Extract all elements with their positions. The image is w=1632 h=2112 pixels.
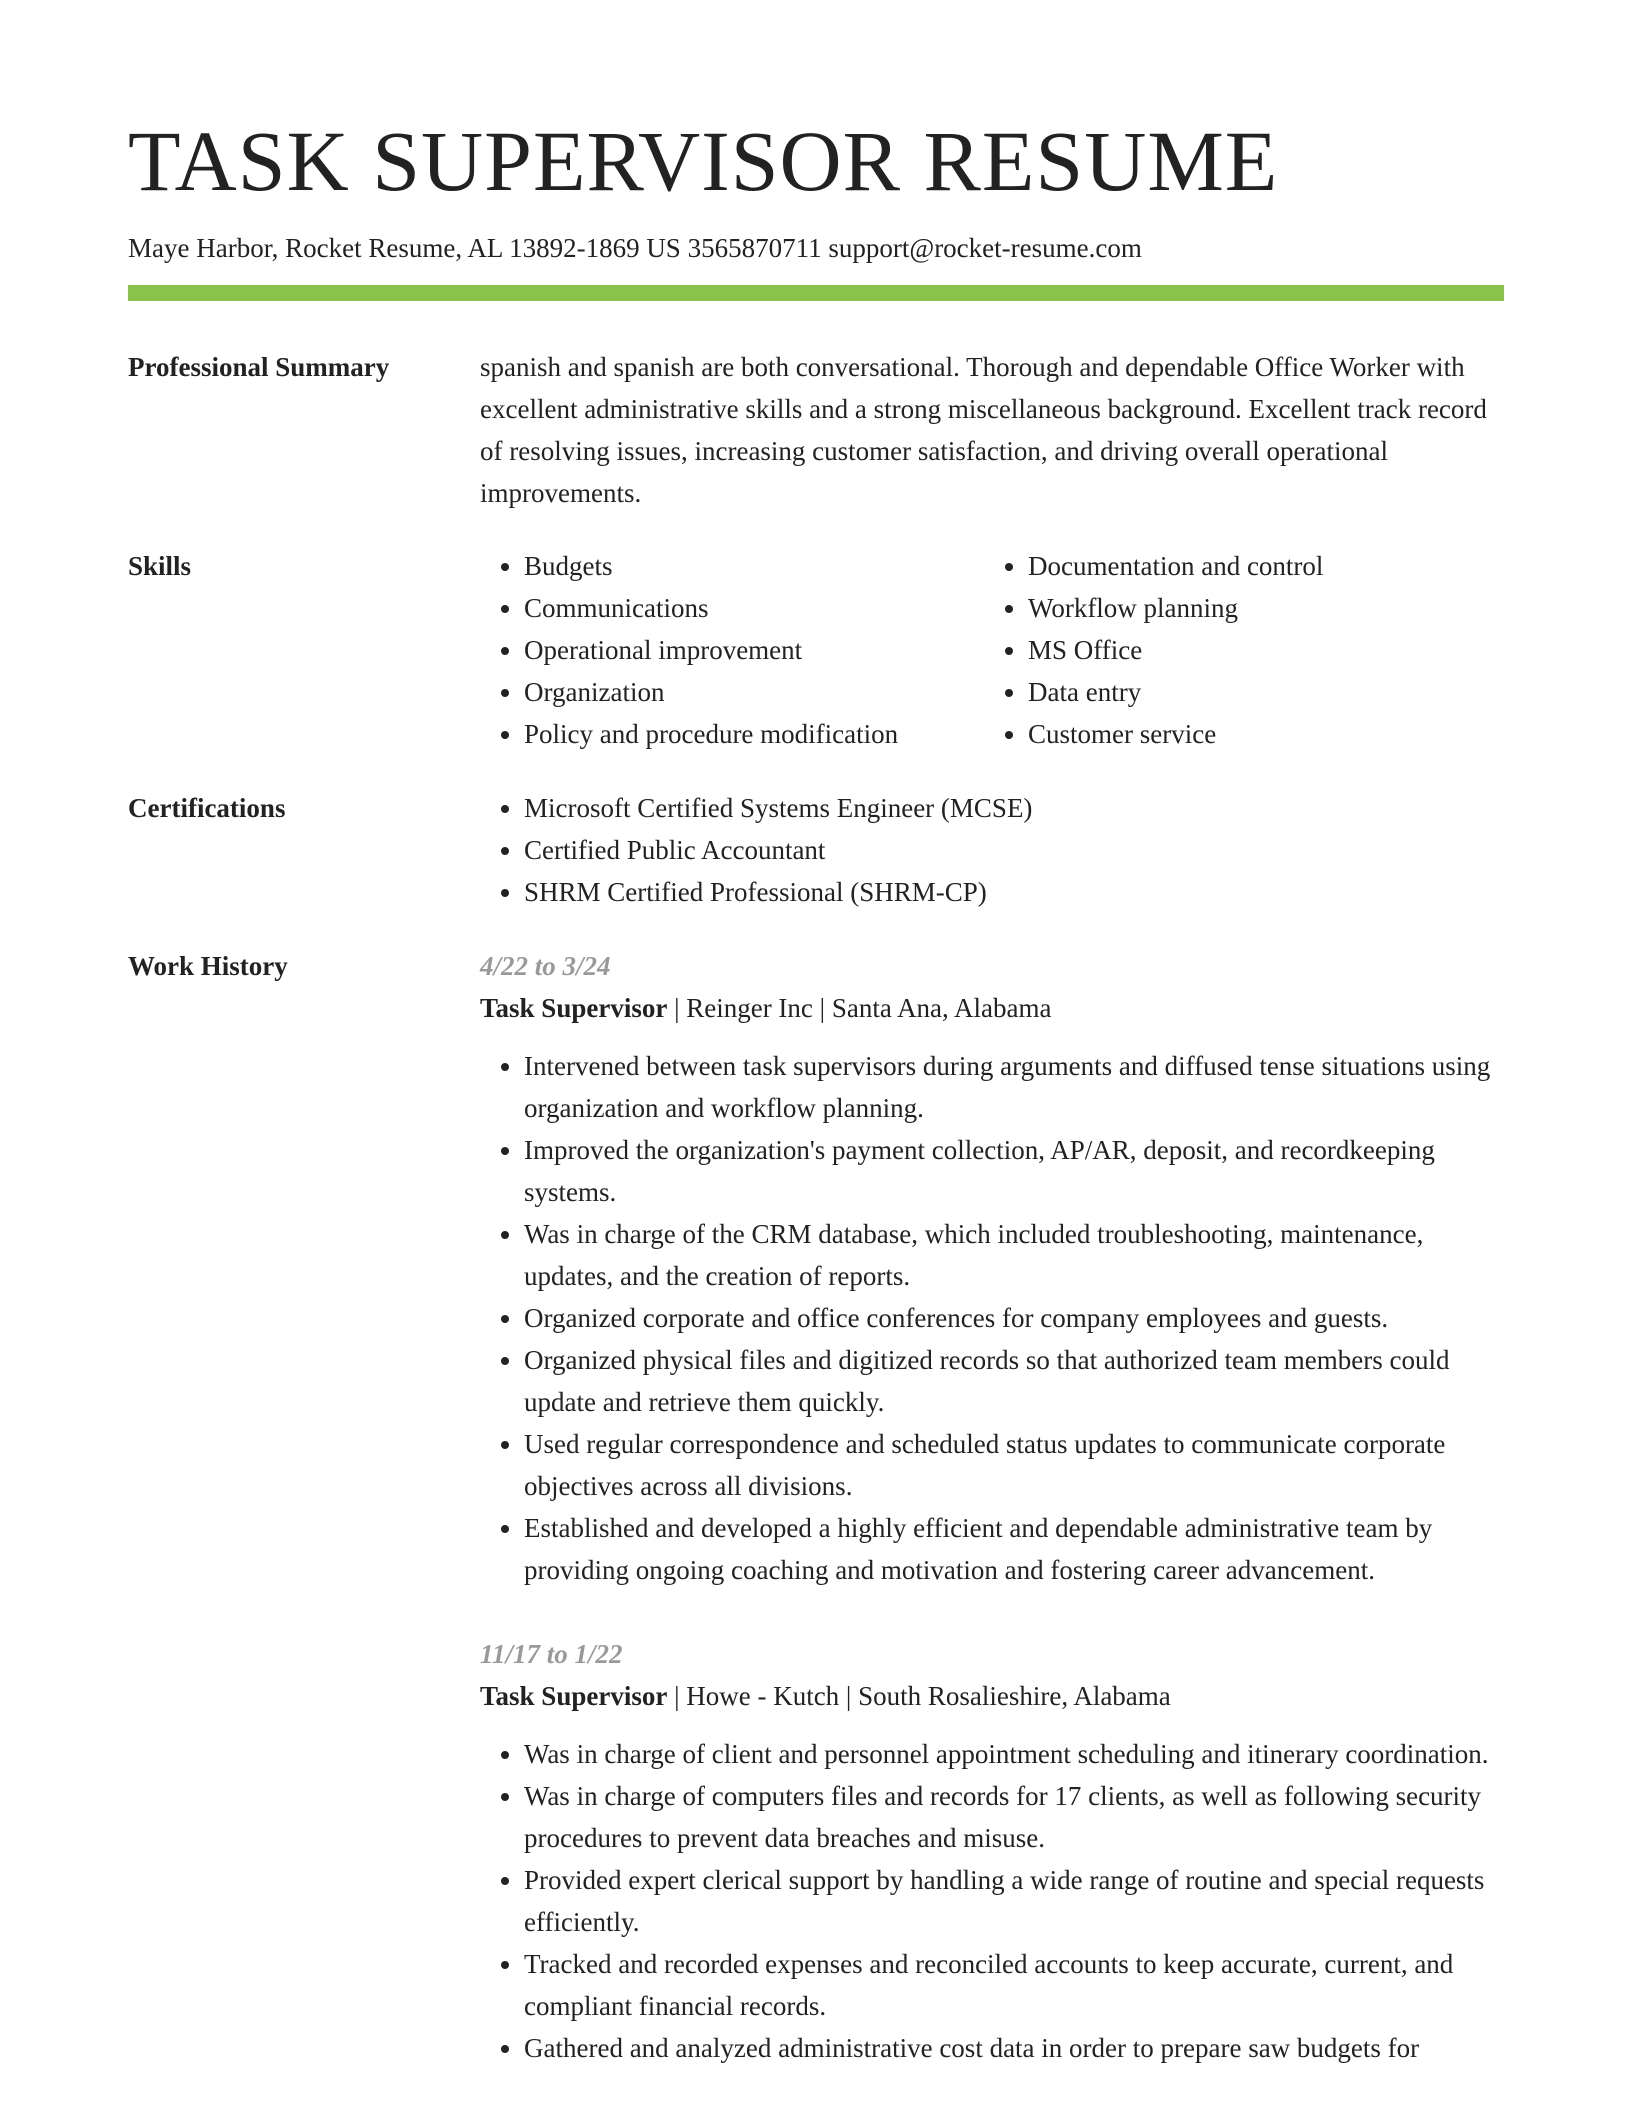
job-entry: [480, 1633, 1504, 2069]
job-title: Task Supervisor: [480, 1681, 668, 1711]
certification-item: • Microsoft Certified Systems Engineer (MCSE): [524, 787, 1504, 829]
skills-label: Skills: [128, 551, 192, 581]
job-bullet: • Organized physical files and digitized records so that authorized team members could update and retrieve them quickly.: [524, 1339, 1504, 1423]
job-bullet: • Was in charge of the CRM database, which included troubleshooting, maintenance, updates, and the creation of reports.: [524, 1213, 1504, 1297]
contact-info: Maye Harbor, Rocket Resume, AL 13892-1869 US 3565870711 support@rocket-resume.com: [128, 233, 1142, 263]
job-bullet: • Improved the organization's payment collection, AP/AR, deposit, and recordkeeping systems.: [524, 1129, 1504, 1213]
job-heading: [480, 987, 1504, 1029]
skill-item: • Documentation and control: [1028, 545, 1323, 587]
job-dates: 11/17 to 1/22: [480, 1639, 623, 1669]
skill-item: • Operational improvement: [524, 629, 984, 671]
job-bullet: • Was in charge of client and personnel appointment scheduling and itinerary coordination.: [524, 1733, 1504, 1775]
skills-content: [480, 545, 1504, 755]
job-bullets: [480, 1045, 1504, 1591]
job-bullet: • Used regular correspondence and scheduled status updates to communicate corporate objectives across all divisions.: [524, 1423, 1504, 1507]
job-dates: 4/22 to 3/24: [480, 951, 611, 981]
job-bullet: • Organized corporate and office conferences for company employees and guests.: [524, 1297, 1504, 1339]
job-bullet: • Intervened between task supervisors during arguments and diffused tense situations using organization and workflow planning.: [524, 1045, 1504, 1129]
job-details: | Howe - Kutch | South Rosalieshire, Alabama: [667, 1681, 1171, 1711]
job-bullet: • Was in charge of computers files and records for 17 clients, as well as following security procedures to prevent data breaches and misuse.: [524, 1775, 1504, 1859]
skill-item: • Data entry: [1028, 671, 1323, 713]
summary-label: Professional Summary: [128, 352, 390, 382]
skills-column-2: [984, 545, 1323, 755]
summary-content: [480, 346, 1504, 514]
certifications-label: Certifications: [128, 793, 286, 823]
work-history-content: [480, 945, 1504, 2111]
work-history-label: Work History: [128, 951, 288, 981]
certifications-content: [480, 787, 1504, 913]
job-bullet: • Provided expert clerical support by handling a wide range of routine and special requests efficiently.: [524, 1859, 1504, 1943]
job-bullet: • Tracked and recorded expenses and reconciled accounts to keep accurate, current, and compliant financial records.: [524, 1943, 1504, 2027]
job-heading: [480, 1675, 1504, 1717]
job-title: Task Supervisor: [480, 993, 668, 1023]
skill-item: • Budgets: [524, 545, 984, 587]
job-bullet: • Established and developed a highly efficient and dependable administrative team by providing ongoing coaching and motivation and fostering career advancement.: [524, 1507, 1504, 1591]
skill-item: • Policy and procedure modification: [524, 713, 984, 755]
job-entry: [480, 945, 1504, 1591]
summary-text: spanish and spanish are both conversational. Thorough and dependable Office Worker with excellent administrative skills and a strong miscellaneous background. Excellent track record of resolving issues, increasing customer satisfaction, and driving overall operational improvements.: [480, 352, 1487, 508]
skills-column-1: [480, 545, 984, 755]
skills-columns: [480, 545, 1504, 755]
skill-item: • Customer service: [1028, 713, 1323, 755]
header-divider: [128, 285, 1504, 301]
certifications-list: [480, 787, 1504, 913]
certification-item: • SHRM Certified Professional (SHRM-CP): [524, 871, 1504, 913]
skill-item: • Communications: [524, 587, 984, 629]
job-bullets: [480, 1733, 1504, 2069]
certification-item: • Certified Public Accountant: [524, 829, 1504, 871]
skill-item: • Workflow planning: [1028, 587, 1323, 629]
resume-title: TASK SUPERVISOR RESUME: [128, 113, 1279, 209]
skill-item: • Organization: [524, 671, 984, 713]
skill-item: • MS Office: [1028, 629, 1323, 671]
job-bullet: • Gathered and analyzed administrative cost data in order to prepare saw budgets for: [524, 2027, 1504, 2069]
job-details: | Reinger Inc | Santa Ana, Alabama: [667, 993, 1052, 1023]
